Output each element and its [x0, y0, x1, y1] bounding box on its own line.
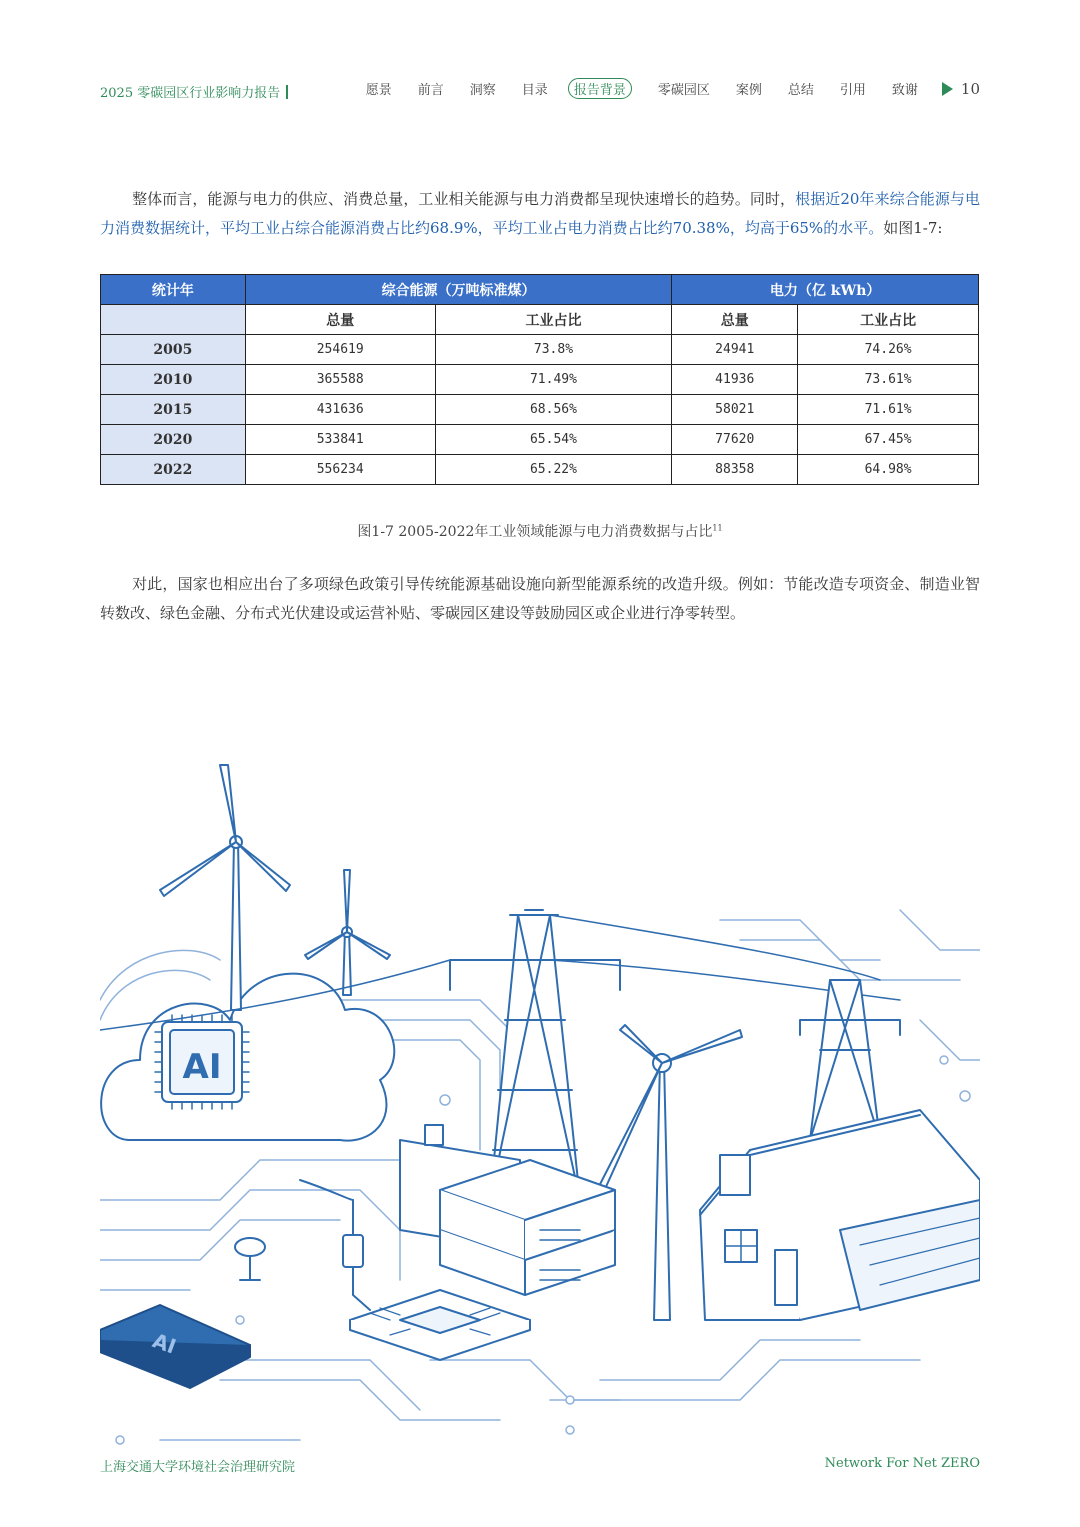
energy-share: 71.49% [435, 365, 672, 395]
table-header-row [101, 275, 979, 305]
subheader-power-share: 工业占比 [798, 305, 979, 335]
header-power: 电力（亿 kWh） [672, 275, 979, 305]
cloud-ai-label: AI [182, 1047, 222, 1087]
nav-item-zero-carbon-park[interactable]: 零碳园区 [657, 83, 710, 98]
paragraph-policy-text: 对此，国家也相应出台了多项绿色政策引导传统能源基础设施向新型能源系统的改造升级。例如：节能改造专项资金、制造业智转数改、绿色金融、分布式光伏建设或运营补贴、零碳园区建设等鼓励园区或企业进行净零转型。 [100, 575, 980, 622]
figure-caption [0, 521, 1080, 541]
power-share: 71.61% [798, 395, 979, 425]
sensor-icon [235, 1238, 265, 1280]
header-energy: 综合能源（万吨标准煤） [245, 275, 671, 305]
power-total: 77620 [672, 425, 798, 455]
table-subheader-row [101, 305, 979, 335]
circuit-chip-icon [350, 1290, 530, 1360]
power-total: 41936 [672, 365, 798, 395]
nav-item-vision[interactable]: 愿景 [365, 83, 392, 98]
power-share: 67.45% [798, 425, 979, 455]
nav-item-summary[interactable]: 总结 [787, 83, 814, 98]
energy-total: 365588 [245, 365, 435, 395]
wind-turbine-small-icon [305, 870, 390, 995]
header-year: 统计年 [101, 275, 246, 305]
row-year: 2010 [101, 365, 246, 395]
title-divider [286, 85, 288, 99]
house-icon [700, 1110, 980, 1320]
nav-item-preface[interactable]: 前言 [417, 83, 444, 98]
subheader-power-total: 总量 [672, 305, 798, 335]
footnote-ref: 11 [712, 523, 723, 533]
energy-share: 65.54% [435, 425, 672, 455]
energy-total: 533841 [245, 425, 435, 455]
footer-institute: 上海交通大学环境社会治理研究院 [100, 1460, 296, 1475]
power-total: 24941 [672, 335, 798, 365]
nav-item-acknowledgements[interactable]: 致谢 [891, 83, 918, 98]
table-row [101, 455, 979, 485]
table-row [101, 425, 979, 455]
subheader-energy-share: 工业占比 [435, 305, 672, 335]
page-header [100, 78, 980, 106]
figure-caption-text: 图1-7 2005-2022年工业领域能源与电力消费数据与占比 [357, 524, 713, 540]
plug-connector-icon [300, 1180, 370, 1310]
transmission-tower-right-icon [800, 980, 900, 1140]
play-arrow-icon [942, 82, 953, 96]
energy-total: 556234 [245, 455, 435, 485]
table-row [101, 365, 979, 395]
paragraph-policy [100, 570, 980, 628]
power-share: 73.61% [798, 365, 979, 395]
row-year: 2020 [101, 425, 246, 455]
subheader-blank [101, 305, 246, 335]
wind-turbine-large-icon [160, 765, 290, 1010]
row-year: 2022 [101, 455, 246, 485]
power-share: 74.26% [798, 335, 979, 365]
ai-cloud-chip-icon [155, 1015, 249, 1109]
report-title-text: 2025 零碳园区行业影响力报告 [100, 86, 281, 101]
report-title [100, 82, 288, 101]
power-total: 58021 [672, 395, 798, 425]
energy-data-table [100, 274, 979, 485]
page-number: 10 [960, 79, 980, 98]
top-nav [340, 78, 980, 99]
row-year: 2015 [101, 395, 246, 425]
paragraph-intro-highlight: 根据近20年来综合能源与电力消费数据统计，平均工业占综合能源消费占比约68.9%，平均工业占电力消费占比约70.38%，均高于65%的水平。 [100, 190, 980, 237]
power-share: 64.98% [798, 455, 979, 485]
energy-total: 254619 [245, 335, 435, 365]
nav-item-background[interactable]: 报告背景 [568, 78, 632, 99]
footer-network: Network For Net ZERO [824, 1456, 980, 1471]
power-total: 88358 [672, 455, 798, 485]
energy-share: 65.22% [435, 455, 672, 485]
smart-energy-illustration [100, 760, 980, 1450]
chip-ai-label: AI [149, 1328, 180, 1359]
table-row [101, 335, 979, 365]
ai-processor-chip-icon [100, 1305, 250, 1388]
nav-item-cases[interactable]: 案例 [735, 83, 762, 98]
nav-item-insights[interactable]: 洞察 [469, 83, 496, 98]
paragraph-intro-tail: 如图1-7: [883, 219, 943, 237]
nav-item-contents[interactable]: 目录 [521, 83, 548, 98]
paragraph-intro [100, 185, 980, 243]
table-row [101, 395, 979, 425]
row-year: 2005 [101, 335, 246, 365]
paragraph-intro-plain: 整体而言，能源与电力的供应、消费总量，工业相关能源与电力消费都呈现快速增长的趋势。同时， [132, 190, 796, 208]
energy-share: 73.8% [435, 335, 672, 365]
nav-item-references[interactable]: 引用 [839, 83, 866, 98]
energy-total: 431636 [245, 395, 435, 425]
subheader-energy-total: 总量 [245, 305, 435, 335]
energy-share: 68.56% [435, 395, 672, 425]
